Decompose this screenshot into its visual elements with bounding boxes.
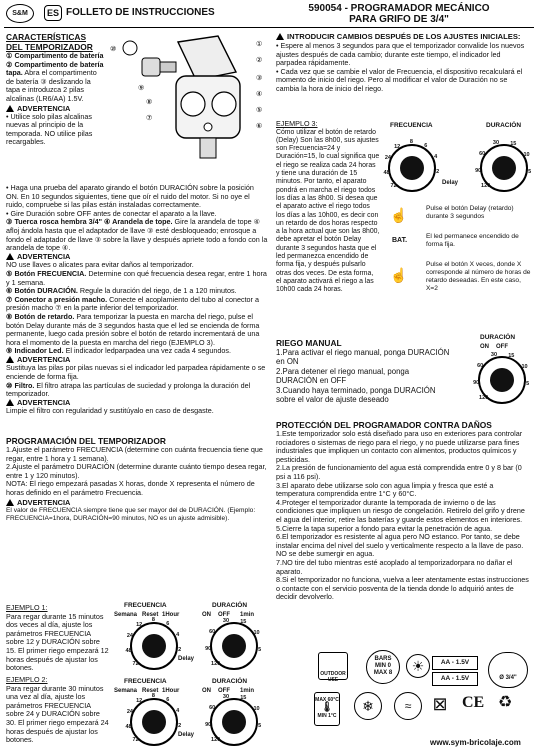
on-label: ON bbox=[202, 612, 211, 618]
svg-text:⑦: ⑦ bbox=[146, 115, 153, 122]
frequency-dial bbox=[383, 139, 440, 192]
dial-tick-label: 5 bbox=[258, 723, 262, 730]
dial-tick-label: 72 bbox=[132, 661, 139, 668]
dial-tick-label: 2 bbox=[178, 647, 182, 654]
dial-tick-label: 6 bbox=[166, 621, 170, 627]
feature-6-text: Regule la duración del riego, de 1 a 120 minutos. bbox=[79, 286, 237, 296]
dial-tick-label: 90 bbox=[473, 379, 480, 386]
off-label: OFF bbox=[218, 688, 230, 694]
protection-2: 2.La presión de funcionamiento del agua está comprendida entre 0 y 8 bar (0 psi a 116 psi). bbox=[276, 463, 522, 481]
dial-tick-label: 4 bbox=[176, 708, 180, 715]
dial-tick-label: 5 bbox=[258, 647, 262, 654]
warning-5-title bbox=[6, 498, 268, 507]
example-3 bbox=[276, 120, 380, 295]
dial-tick-label: 60 bbox=[477, 362, 484, 369]
svg-text:⑥: ⑥ bbox=[256, 123, 263, 130]
hour-label: 1Hour bbox=[162, 612, 180, 618]
battery-2-icon: AA - 1.5V bbox=[432, 672, 478, 686]
dial-tick-label: 30 bbox=[222, 618, 230, 625]
ce-mark: CE bbox=[462, 694, 485, 711]
svg-text:②: ② bbox=[256, 57, 263, 64]
semana-label: Semana bbox=[114, 688, 138, 694]
warning-5-text: El valor de FRECUENCIA siempre tiene que ser mayor del de DURACIÓN. (Ejemplo: FRECUENCIA=1hora, DURACIÓN=90 minutos, NO es un ajuste admisible). bbox=[6, 506, 256, 523]
warning-3-label: ADVERTENCIA bbox=[17, 354, 71, 364]
dial-tick-label: 72 bbox=[390, 183, 397, 190]
pressure-bars-icon bbox=[366, 650, 400, 684]
protection-4: 4.Proteger el temporizador durante la temporada de invierno o de las condiciones que impliquen un riesgo de congelación. Retirelo del grifo y drene el agua del interior, retire las baterías y guarde estos elementos en interiores. bbox=[276, 497, 525, 524]
warning-icon bbox=[6, 253, 14, 260]
svg-text:④: ④ bbox=[256, 91, 263, 98]
dial-tick-label: 90 bbox=[205, 721, 212, 728]
dial-knob bbox=[142, 634, 166, 658]
dial-tick-label: 15 bbox=[510, 140, 517, 147]
dial-knob bbox=[142, 710, 166, 734]
feature-10-label: ⑩ Filtro. bbox=[6, 380, 35, 390]
freq-dial-label: FRECUENCIA bbox=[390, 122, 433, 129]
bars-min: MIN 0 bbox=[374, 663, 391, 669]
svg-text:⑩: ⑩ bbox=[110, 46, 117, 53]
warning-1-text: • Utilice solo pilas alcalinas nuevas al principio de la temporada. NO utilice pilas recargables. bbox=[6, 111, 93, 147]
dial-tick-label: 15 bbox=[240, 618, 247, 625]
product-title bbox=[268, 3, 530, 25]
programming-title: PROGRAMACIÓN DEL TEMPORIZADOR bbox=[6, 436, 166, 446]
protection-1: 1.Este temporizador solo está diseñado para uso en exteriores para controlar rociadores o sistemas de riego para el riego, y no puede utilizarse para fines industriales que impliquen un contacto con alimentos, productos químicos y pesticidas. bbox=[276, 429, 523, 464]
warning-icon bbox=[276, 33, 284, 40]
outdoor-use-icon: OUTDOOR USE bbox=[318, 652, 348, 680]
freq-dial-label: FRECUENCIA bbox=[124, 602, 167, 609]
dial-tick-label: 8 bbox=[409, 139, 413, 146]
example-1-dials bbox=[112, 600, 270, 674]
feature-3-text: Gire la arandela de tope ④ afloj ándola hasta que el adaptador de llave ③ esté desbloqueado; enrosque a fondo el adaptador de llave ③ sobre la llave y después apriete todo a fondo con la arandela de tope ④. bbox=[6, 217, 268, 253]
hour-label: 1Hour bbox=[162, 688, 180, 694]
dial-tick-label: 12 bbox=[136, 621, 143, 628]
dial-knob bbox=[492, 156, 516, 180]
dur-dial-label: DURACIÓN bbox=[212, 678, 248, 685]
dial-knob bbox=[222, 710, 246, 734]
timer-device-drawing bbox=[108, 32, 268, 167]
no-freeze-icon: ❄ bbox=[354, 692, 382, 720]
protection-title: PROTECCIÓN DEL PROGRAMADOR CONTRA DAÑOS bbox=[276, 420, 492, 430]
protection-3: 3.El aparato debe utilizarse solo con agua limpia y fresca que esté a temperatura comprendida entre 1°C y 60°C. bbox=[276, 480, 494, 499]
dial-knob bbox=[400, 156, 424, 180]
hand-press-x2-icon: ☝ bbox=[390, 267, 408, 283]
feature-2-text: Abra el compartimento de batería ③ deslizando la tapa e introduzca 2 pilas alcalinas (LR6/AA) 1.5V. bbox=[6, 68, 97, 103]
programming-section bbox=[6, 436, 268, 524]
feature-5 bbox=[6, 270, 268, 287]
brand-logo: S&M bbox=[6, 4, 34, 23]
dial-tick-label: 4 bbox=[434, 154, 438, 161]
feature-8 bbox=[6, 313, 268, 347]
example-2-dials bbox=[112, 676, 270, 750]
manual-step-3: 3.Cuando haya terminado, ponga DURACIÓN sobre el valor de ajuste deseado bbox=[276, 385, 436, 405]
header-rule bbox=[4, 27, 534, 28]
dial-tick-label: 12 bbox=[136, 697, 143, 704]
feature-5-text: Determine con qué frecuencia desea regar, entre 1 hora y 1 semana. bbox=[6, 268, 267, 287]
step-3: Pulse el botón X veces, donde X corresponde al número de horas de retardo deseadas. En este caso, X=2 bbox=[426, 261, 531, 292]
example-2-title: EJEMPLO 2: bbox=[6, 675, 48, 684]
dial-tick-label: 8 bbox=[151, 617, 155, 624]
programming-note: NOTA: El riego empezará pasadas X horas, donde X representa el número de horas definido en el parámetro Frecuencia. bbox=[6, 479, 255, 497]
warning-icon bbox=[6, 356, 14, 363]
dial-tick-label: 48 bbox=[125, 648, 132, 655]
warning-4-text: Limpie el filtro con regularidad y sustitúyalo en caso de desgaste. bbox=[6, 406, 214, 416]
feature-10-text: El filtro atrapa las partículas de suciedad y prolonga la duración del temporizador. bbox=[6, 380, 251, 399]
feature-9-label: ⑨ Indicador Led. bbox=[6, 346, 64, 356]
delay-label: Delay bbox=[178, 656, 195, 662]
doc-type: FOLLETO DE INSTRUCCIONES bbox=[66, 7, 215, 18]
dial-tick-label: 2 bbox=[436, 169, 440, 176]
weee-bin-icon: ⊠ bbox=[432, 694, 448, 714]
warning-icon bbox=[6, 399, 14, 406]
dial-tick-label: 10 bbox=[253, 706, 260, 712]
battery-1-icon: AA - 1.5V bbox=[432, 656, 478, 670]
dial-knob bbox=[222, 634, 246, 658]
delay-label: Delay bbox=[178, 732, 195, 738]
feature-8-text: Para temporizar la puesta en marcha del riego, pulse el botón Delay durante más de 3 segundos hasta que el led se encienda de forma permanente, luego cada presión sobre el botón de retardo incrementará de una hora el momento de la puesta en marcha del riego (EJEMPLO 3). bbox=[6, 311, 260, 347]
warning-2-label: ADVERTENCIA bbox=[17, 251, 71, 261]
min-label: 1min bbox=[240, 688, 255, 694]
left-body-1 bbox=[6, 184, 268, 416]
intro-bullet-1: • Espere al menos 3 segundos para que el temporizador convalide los nuevos ajustes después de cada cambio; durante este tiempo, el indicador led parpadea rápidamente. bbox=[276, 41, 525, 68]
dial-tick-label: 90 bbox=[205, 645, 212, 652]
temperature-icon bbox=[314, 692, 340, 726]
warning-4-label: ADVERTENCIA bbox=[17, 397, 71, 407]
features-title-2: DEL TEMPORIZADOR bbox=[6, 42, 93, 52]
freq-dial-label: FRECUENCIA bbox=[124, 678, 167, 685]
on-label: ON bbox=[480, 344, 489, 350]
dial-tick-label: 2 bbox=[178, 723, 182, 730]
dial-tick-label: 5 bbox=[526, 381, 530, 388]
intro-bullet-2: • Cada vez que se cambie el valor de Frecuencia, el dispositivo recalculará el momento de inicio del riego. Pero al modificar el valor de Duración no se cambia la hora de inicio del riego. bbox=[276, 66, 523, 93]
max-temp: MAX 60°C bbox=[315, 697, 339, 703]
dial-tick-label: 24 bbox=[126, 709, 133, 716]
dial-tick-label: 24 bbox=[384, 155, 391, 162]
feature-3 bbox=[6, 218, 268, 252]
dial-tick-label: 72 bbox=[132, 737, 139, 744]
dial-tick-label: 12 bbox=[394, 143, 401, 150]
example-3-text: Cómo utilizar el botón de retardo (Delay) Son las 8h00, sus ajustes son Frecuencia=24 y Duración=15, lo cual significa que el riego se realiza cada 24 horas y tiene una duración de 15 minutos. Por tanto, el aparato pondrá en marcha el riego todos los días a las 8h00. Si desea que el aparato active el riego todos los días a las 10h00, es decir con un retardo de dos horas respecto a la hora actual que son las 8h00, debe apretar el botón Delay durante 3 segundos hasta que el led permanezca encendido de forma fija, y después pulsarlo otras dos veces. De esta forma, el aparato activará el riego a las 10h00 cada 24 horas. bbox=[276, 128, 380, 294]
dial-tick-label: 120 bbox=[211, 737, 221, 744]
features-title-1: CARACTERÍSTICAS bbox=[6, 32, 87, 42]
feature-5-label: ⑤ Botón FRECUENCIA. bbox=[6, 268, 87, 278]
min-label: 1min bbox=[240, 612, 255, 618]
svg-text:①: ① bbox=[256, 41, 263, 48]
feature-1: ① Compartimento de batería bbox=[6, 51, 104, 60]
step-1: Pulse el botón Delay (retardo) durante 3 segundos bbox=[426, 205, 514, 220]
dial-tick-label: 30 bbox=[222, 694, 230, 701]
semana-label: Semana bbox=[114, 612, 138, 618]
manual-section bbox=[276, 338, 452, 404]
off-label: OFF bbox=[218, 612, 230, 618]
thermometer-icon: 🌡 bbox=[320, 702, 334, 713]
dial-tick-label: 120 bbox=[479, 395, 489, 402]
protection-5: 5.Cierre la tapa superior a fondo para evitar la penetración de agua. bbox=[276, 523, 493, 533]
example-3-title: EJEMPLO 3: bbox=[276, 119, 318, 128]
product-code: 590054 bbox=[308, 3, 342, 14]
protection-8: 8.Si el temporizador no funciona, vuelva a leer atentamente estas instrucciones o contacte con el servicio posventa de la tienda donde lo adquirió antes de decidir devolverlo. bbox=[276, 575, 529, 602]
dial-tick-label: 48 bbox=[125, 724, 132, 731]
example-1-text: Para regar durante 15 minutos dos veces al día, ajuste los parámetros FRECUENCIA sobre 12 y DURACIÓN sobre 15. El primer riego empezará 12 horas después de ajustar los botones. bbox=[6, 611, 109, 673]
device-illustration bbox=[108, 32, 268, 167]
on-label: ON bbox=[202, 688, 211, 694]
dial-tick-label: 60 bbox=[209, 628, 216, 635]
svg-text:⑤: ⑤ bbox=[256, 107, 263, 114]
duration-dial bbox=[205, 694, 262, 746]
manual-step-2: 2.Para detener el riego manual, ponga DURACIÓN en OFF bbox=[276, 366, 410, 386]
manual-dial bbox=[466, 334, 534, 414]
dial-tick-label: 4 bbox=[176, 632, 180, 639]
feature-7-text: Conecte el acoplamiento del tubo al conector a presión macho ⑦ en la parte inferior del temporizador. bbox=[6, 294, 259, 313]
dial-tick-label: 8 bbox=[151, 693, 155, 700]
reset-label: Reset bbox=[142, 612, 159, 618]
bat-label: BAT. bbox=[392, 237, 408, 244]
dial-tick-label: 60 bbox=[479, 150, 486, 157]
no-submerge-icon: ≈ bbox=[394, 692, 422, 720]
dial-tick-label: 10 bbox=[521, 364, 528, 370]
feature-2-label: ② Compartimento de batería tapa. bbox=[6, 59, 104, 78]
dial-tick-label: 90 bbox=[475, 167, 482, 174]
dial-tick-label: 24 bbox=[126, 633, 133, 640]
dial-tick-label: 10 bbox=[523, 152, 530, 158]
bars-max: MAX 8 bbox=[373, 670, 393, 676]
website-footer: www.sym-bricolaje.com bbox=[430, 738, 521, 747]
protection-7: 7.NO tire del tubo mientras esté acoplado al temporizadorpara no dañar el aparato. bbox=[276, 557, 513, 576]
hand-press-icon: ☝ bbox=[390, 207, 408, 223]
warning-3-text: Sustituya las pilas por pilas nuevas si el indicador led parpadea rápidamente o se enciende de forma fija. bbox=[6, 363, 266, 382]
svg-text:⑧: ⑧ bbox=[146, 99, 153, 106]
svg-text:③: ③ bbox=[256, 75, 263, 82]
features-section bbox=[6, 32, 104, 147]
warning-2-text: NO use llaves o alicates para evitar daños al temporizador. bbox=[6, 260, 194, 270]
dial-tick-label: 48 bbox=[383, 170, 390, 177]
frequency-dial bbox=[125, 693, 182, 746]
bullet-test: • Haga una prueba del aparato girando el botón DURACIÓN sobre la posición ON. En 10 segundos siguientes, tiene que oír el ruido del motor. Si no oye el ruido, compruebe si las pilas están instaladas correctamente. bbox=[6, 183, 254, 210]
example-1-title: EJEMPLO 1: bbox=[6, 603, 48, 612]
warning-1-label: ADVERTENCIA bbox=[17, 103, 71, 113]
feature-7 bbox=[6, 296, 268, 313]
dur-dial-label: DURACIÓN bbox=[212, 602, 248, 609]
example-2 bbox=[6, 676, 110, 745]
product-title-line1: - PROGRAMADOR MECÁNICO bbox=[344, 3, 490, 14]
feature-2 bbox=[6, 61, 104, 104]
dial-tick-label: 6 bbox=[166, 697, 170, 703]
step-2: El led permanece encendido de forma fija. bbox=[426, 233, 519, 248]
product-title-line2: PARA GRIFO DE 3/4" bbox=[349, 14, 449, 25]
sun-icon: ☀ bbox=[406, 654, 430, 678]
language-badge: ES bbox=[44, 5, 62, 21]
duration-dial bbox=[475, 140, 532, 192]
reset-label: Reset bbox=[142, 688, 159, 694]
faucet-icon: Ø 3/4" bbox=[488, 652, 528, 688]
protection-6: 6.El temporizador es resistente al agua pero NO estanco. Por tanto, se debe instalar encima del nivel del suelo y verticalmente respecto a la llave de paso. NO se debe sumergir en agua. bbox=[276, 532, 524, 559]
dial-tick-label: 120 bbox=[481, 183, 491, 190]
warning-icon bbox=[6, 105, 14, 112]
dial-tick-label: 5 bbox=[528, 169, 532, 176]
delay-label: Delay bbox=[442, 180, 459, 186]
protection-section bbox=[276, 420, 532, 602]
dur-dial-label: DURACIÓN bbox=[480, 334, 516, 341]
warning-icon bbox=[6, 499, 14, 506]
recycle-icon: ♻ bbox=[498, 694, 513, 711]
duration-dial bbox=[205, 618, 262, 670]
manual-step-1: 1.Para activar el riego manual, ponga DURACIÓN en ON bbox=[276, 348, 450, 367]
frequency-dial bbox=[125, 617, 182, 670]
dur-dial-label: DURACIÓN bbox=[486, 122, 522, 129]
intro-section bbox=[276, 32, 532, 94]
delay-steps bbox=[390, 205, 534, 293]
feature-8-label: ⑧ Botón de retardo. bbox=[6, 311, 75, 321]
feature-10 bbox=[6, 382, 268, 399]
dial-tick-label: 15 bbox=[240, 694, 247, 701]
min-temp: MIN 1°C bbox=[317, 713, 337, 719]
manual-title: RIEGO MANUAL bbox=[276, 338, 342, 348]
dial-tick-label: 15 bbox=[508, 352, 515, 359]
off-label: OFF bbox=[496, 344, 508, 350]
dial-knob bbox=[490, 368, 514, 392]
dial-tick-label: 6 bbox=[424, 143, 428, 149]
feature-9-text: El indicador ledparpadea una vez cada 4 segundos. bbox=[65, 346, 231, 356]
example-2-text: Para regar durante 30 minutos una vez al día, ajuste los parámetros FRECUENCIA sobre 24 y DURACIÓN sobre 30. El primer riego empezará 24 horas después de ajustar los botones. bbox=[6, 683, 109, 745]
feature-6-label: ⑥ Botón DURACIÓN. bbox=[6, 286, 78, 296]
feature-7-label: ⑦ Conector a presión macho. bbox=[6, 294, 108, 304]
example-1 bbox=[6, 604, 110, 673]
programming-step-2: 2.Ajuste el parámetro DURACIÓN (determine durante cuánto tiempo desea regar, entre 1 y 120 minutos). bbox=[6, 462, 267, 480]
dial-tick-label: 60 bbox=[209, 704, 216, 711]
duration-dial bbox=[473, 352, 530, 404]
svg-text:⑨: ⑨ bbox=[138, 85, 145, 92]
bullet-off: • Gire Duración sobre OFF antes de conectar el aparato a la llave. bbox=[6, 208, 217, 218]
feature-3-label: ③ Tuerca rosca hembra 3/4" ④ Arandela de tope. bbox=[6, 217, 173, 227]
programming-step-1: 1.Ajuste el parámetro FRECUENCIA (determine con cuánta frecuencia tiene que regar, entre 1 hora y 1 semana). bbox=[6, 445, 263, 463]
dial-tick-label: 10 bbox=[253, 630, 260, 636]
intro-title-text: INTRODUCIR CAMBIOS DESPUÉS DE LOS AJUSTES INICIALES: bbox=[287, 32, 521, 41]
dial-tick-label: 30 bbox=[490, 352, 498, 359]
bars-label: BARS bbox=[374, 656, 392, 662]
example-3-dials bbox=[384, 122, 534, 202]
dial-tick-label: 120 bbox=[211, 661, 221, 668]
dial-tick-label: 30 bbox=[492, 140, 500, 147]
warning-5-label: ADVERTENCIA bbox=[17, 497, 71, 507]
